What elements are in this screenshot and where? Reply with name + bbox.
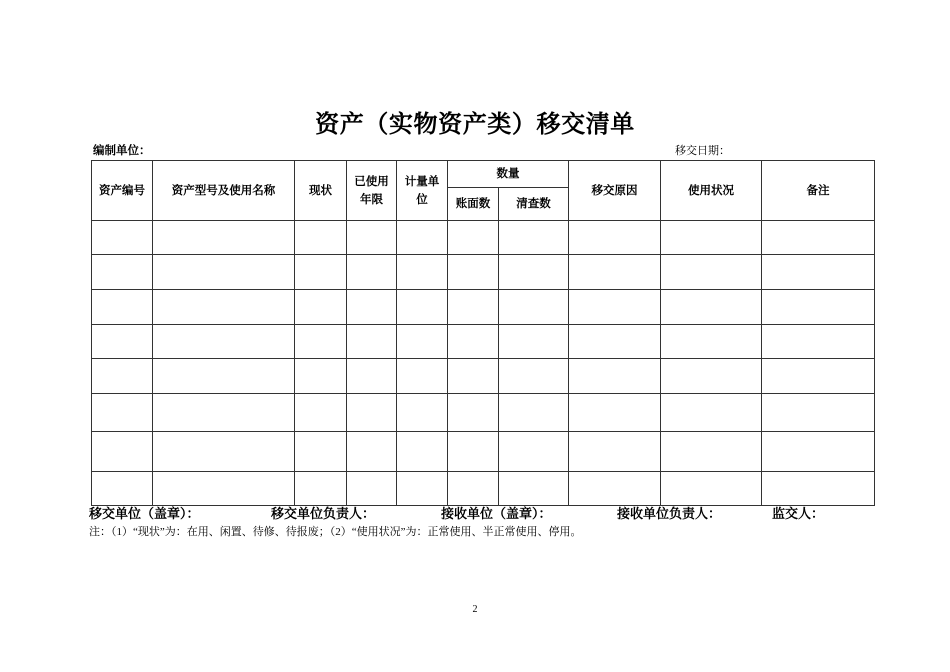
table-row xyxy=(92,325,875,359)
table-row xyxy=(92,432,875,472)
asset-transfer-table xyxy=(91,160,875,506)
usage-status-cell xyxy=(661,255,762,290)
unit-cell xyxy=(397,221,448,255)
counted-cell xyxy=(499,290,569,325)
years-used-cell xyxy=(347,394,397,432)
asset-number-cell xyxy=(92,472,153,506)
header-model-and-name: 资产型号及使用名称 xyxy=(153,161,295,221)
counted-cell xyxy=(499,359,569,394)
model-name-cell xyxy=(153,255,295,290)
header-quantity: 数量 xyxy=(448,161,569,188)
table-row xyxy=(92,255,875,290)
usage-status-cell xyxy=(661,325,762,359)
supervisor-label: 监交人： xyxy=(772,506,825,521)
header-current-status: 现状 xyxy=(295,161,347,221)
status-cell xyxy=(295,359,347,394)
remarks-cell xyxy=(762,472,875,506)
usage-status-cell xyxy=(661,432,762,472)
status-cell xyxy=(295,394,347,432)
transferor-seal-label: 移交单位（盖章）： xyxy=(89,506,200,521)
transfer-reason-cell xyxy=(569,221,661,255)
remarks-cell xyxy=(762,255,875,290)
status-cell xyxy=(295,432,347,472)
asset-number-cell xyxy=(92,325,153,359)
asset-number-cell xyxy=(92,255,153,290)
model-name-cell xyxy=(153,432,295,472)
counted-cell xyxy=(499,325,569,359)
asset-number-cell xyxy=(92,221,153,255)
book-count-cell xyxy=(448,325,499,359)
transfer-reason-cell xyxy=(569,290,661,325)
header-counted: 清查数 xyxy=(499,188,569,221)
remarks-cell xyxy=(762,325,875,359)
years-used-cell xyxy=(347,290,397,325)
model-name-cell xyxy=(153,394,295,432)
usage-status-cell xyxy=(661,394,762,432)
status-cell xyxy=(295,255,347,290)
table-row xyxy=(92,472,875,506)
header-remarks: 备注 xyxy=(762,161,875,221)
years-used-cell xyxy=(347,325,397,359)
model-name-cell xyxy=(153,325,295,359)
counted-cell xyxy=(499,221,569,255)
transferor-head-label: 移交单位负责人： xyxy=(271,506,376,521)
model-name-cell xyxy=(153,221,295,255)
transfer-reason-cell xyxy=(569,394,661,432)
years-used-cell xyxy=(347,255,397,290)
unit-cell xyxy=(397,290,448,325)
table-row xyxy=(92,221,875,255)
remarks-cell xyxy=(762,221,875,255)
unit-cell xyxy=(397,472,448,506)
usage-status-cell xyxy=(661,472,762,506)
transfer-reason-cell xyxy=(569,472,661,506)
header-unit-label: 计量单位 xyxy=(404,175,440,206)
remarks-cell xyxy=(762,290,875,325)
transfer-reason-cell xyxy=(569,432,661,472)
table-row xyxy=(92,394,875,432)
model-name-cell xyxy=(153,472,295,506)
header-usage-status: 使用状况 xyxy=(661,161,762,221)
remarks-cell xyxy=(762,359,875,394)
transfer-reason-cell xyxy=(569,325,661,359)
receiver-seal-label: 接收单位（盖章）： xyxy=(441,506,552,521)
compiler-unit-label: 编制单位： xyxy=(93,145,151,157)
document-title: 资产（实物资产类）移交清单 xyxy=(315,111,635,138)
header-transfer-reason: 移交原因 xyxy=(569,161,661,221)
page-number: 2 xyxy=(472,604,478,615)
status-cell xyxy=(295,325,347,359)
table-row xyxy=(92,290,875,325)
counted-cell xyxy=(499,255,569,290)
status-cell xyxy=(295,221,347,255)
status-cell xyxy=(295,290,347,325)
book-count-cell xyxy=(448,394,499,432)
years-used-cell xyxy=(347,432,397,472)
book-count-cell xyxy=(448,359,499,394)
remarks-cell xyxy=(762,432,875,472)
usage-status-cell xyxy=(661,290,762,325)
remarks-cell xyxy=(762,394,875,432)
years-used-cell xyxy=(347,359,397,394)
usage-status-cell xyxy=(661,359,762,394)
book-count-cell xyxy=(448,432,499,472)
header-row-top xyxy=(92,161,875,188)
transfer-reason-cell xyxy=(569,359,661,394)
book-count-cell xyxy=(448,472,499,506)
counted-cell xyxy=(499,472,569,506)
unit-cell xyxy=(397,432,448,472)
asset-number-cell xyxy=(92,290,153,325)
status-cell xyxy=(295,472,347,506)
model-name-cell xyxy=(153,359,295,394)
unit-cell xyxy=(397,359,448,394)
header-asset-number: 资产编号 xyxy=(92,161,153,221)
counted-cell xyxy=(499,394,569,432)
header-years-used-label: 已使用年限 xyxy=(354,175,389,206)
unit-cell xyxy=(397,394,448,432)
unit-cell xyxy=(397,255,448,290)
years-used-cell xyxy=(347,472,397,506)
model-name-cell xyxy=(153,290,295,325)
unit-cell xyxy=(397,325,448,359)
asset-number-cell xyxy=(92,394,153,432)
book-count-cell xyxy=(448,221,499,255)
header-book-count: 账面数 xyxy=(448,188,499,221)
book-count-cell xyxy=(448,255,499,290)
asset-number-cell xyxy=(92,432,153,472)
receiver-head-label: 接收单位负责人： xyxy=(617,506,722,521)
transfer-date-label: 移交日期： xyxy=(675,145,730,157)
footnote: 注：（1）“现状”为：在用、闲置、待修、待报废；（2）“使用状况”为：正常使用、半正常使用、停用。 xyxy=(89,526,582,538)
counted-cell xyxy=(499,432,569,472)
transfer-reason-cell xyxy=(569,255,661,290)
book-count-cell xyxy=(448,290,499,325)
header-unit xyxy=(397,161,448,221)
usage-status-cell xyxy=(661,221,762,255)
years-used-cell xyxy=(347,221,397,255)
header-years-used xyxy=(347,161,397,221)
table-row xyxy=(92,359,875,394)
asset-number-cell xyxy=(92,359,153,394)
